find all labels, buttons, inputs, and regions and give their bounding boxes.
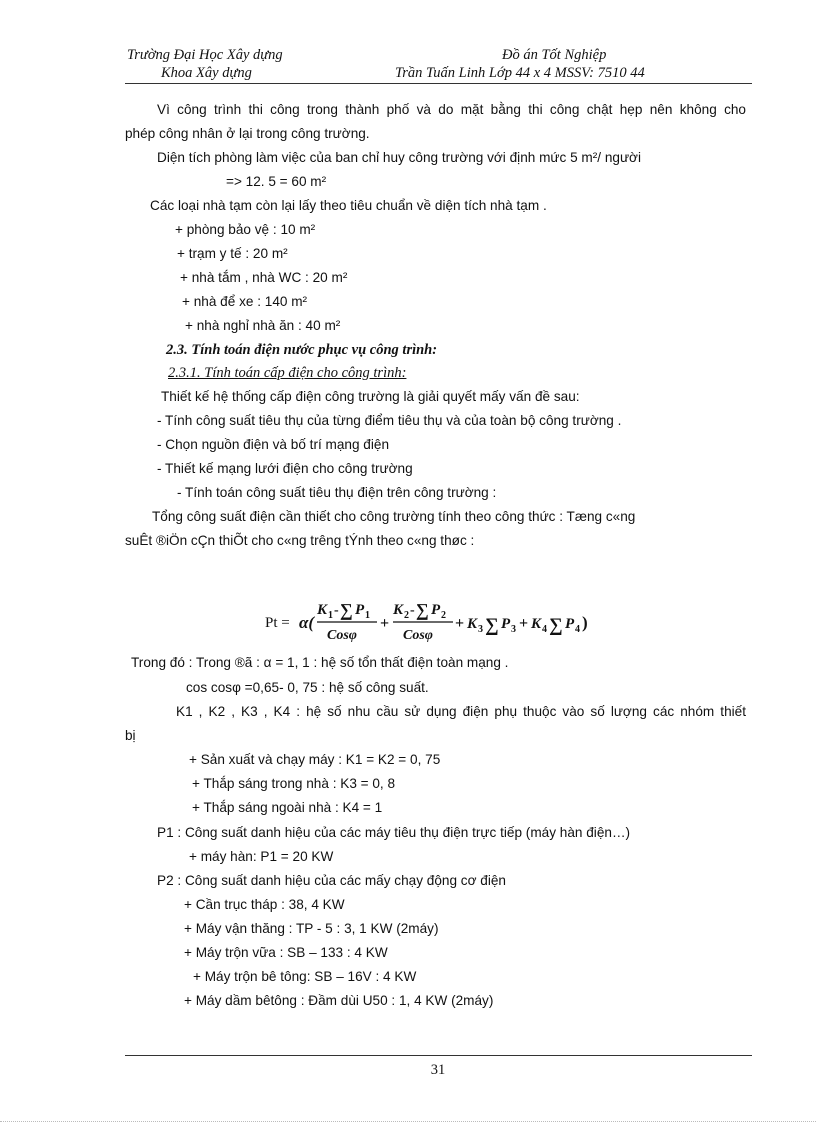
list-item: + Máy trộn bê tông: SB – 16V : 4 KW <box>193 969 417 984</box>
formula-p3: P <box>501 616 511 632</box>
list-item: + máy hàn: P1 = 20 KW <box>189 849 334 864</box>
formula-p4-sub: 4 <box>575 624 580 635</box>
formula-p1-sub: 1 <box>365 610 370 621</box>
list-item: - Chọn nguồn điện và bố trí mạng điện <box>157 437 390 452</box>
formula-cos-2: Cosφ <box>403 628 433 643</box>
total-power-line-1: Tổng công suất điện cần thiết cho công trường tính theo công thức : Tæng c«ng <box>152 509 636 524</box>
formula-k3: K <box>467 616 478 632</box>
formula-plus-3: + <box>519 615 529 632</box>
k-coeff-line-1: K1 , K2 , K3 , K4 : hệ số nhu cầu sử dụng điện phụ thuộc vào số lượng các nhóm thiết <box>176 704 746 719</box>
formula-p2-sub: 2 <box>441 610 446 621</box>
para-2-calc: => 12. 5 = 60 m² <box>226 174 327 189</box>
intro-line: Thiết kế hệ thống cấp điện công trường là giải quyết mấy vấn đề sau: <box>161 389 580 404</box>
formula-k4-sub: 4 <box>542 624 547 635</box>
list-item: + Máy dầm bêtông : Đầm dùi U50 : 1, 4 KW (2máy) <box>184 993 494 1008</box>
para-1-line-2: phép công nhân ở lại trong công trường. <box>125 126 370 141</box>
formula-plus-2: + <box>455 615 465 632</box>
formula-sum-2: ∑ <box>416 600 429 620</box>
list-item: + trạm y tế : 20 m² <box>177 246 288 261</box>
list-item: + phòng bảo vệ : 10 m² <box>175 222 316 237</box>
formula-p1: P <box>355 602 365 618</box>
formula-k3-sub: 3 <box>478 624 483 635</box>
formula-k2: K <box>393 602 404 618</box>
p1-definition: P1 : Công suất danh hiệu của các máy tiêu thụ điện trực tiếp (máy hàn điện…) <box>157 825 631 840</box>
formula-close: ) <box>582 613 588 632</box>
formula-sum-3: ∑ <box>485 615 499 636</box>
header-school: Trường Đại Học Xây dựng <box>127 47 283 63</box>
list-item: + Cần trục tháp : 38, 4 KW <box>184 897 345 912</box>
list-item: + Thắp sáng trong nhà : K3 = 0, 8 <box>192 776 396 791</box>
heading-2-3-1: 2.3.1. Tính toán cấp điện cho công trình: <box>168 365 407 381</box>
formula-p2: P <box>431 602 441 618</box>
header-student: Trần Tuấn Linh Lớp 44 x 4 MSSV: 7510 44 <box>395 65 645 81</box>
k-coeff-line-2: bị <box>125 728 136 743</box>
list-item: - Tính toán công suất tiêu thụ điện trên công trường : <box>177 485 497 500</box>
list-item: + Máy vận thăng : TP - 5 : 3, 1 KW (2máy) <box>184 921 439 936</box>
para-3: Các loại nhà tạm còn lại lấy theo tiêu chuẩn về diện tích nhà tạm . <box>150 198 547 213</box>
where-line: Trong đó : Trong ®ã : α = 1, 1 : hệ số tổn thất điện toàn mạng . <box>131 655 509 670</box>
formula-k4: K <box>531 616 542 632</box>
total-power-line-2: suÊt ®iÖn cÇn thiÕt cho c«ng trêng tÝnh theo c«ng thøc : <box>125 533 475 548</box>
list-item: + nhà để xe : 140 m² <box>182 294 308 309</box>
para-1-line-1: Vì công trình thi công trong thành phố và do mặt bằng thi công chật hẹp nên không cho <box>157 102 746 117</box>
formula-p3-sub: 3 <box>511 624 516 635</box>
formula-dash-1: - <box>334 603 339 618</box>
power-formula <box>265 594 625 650</box>
formula-sum-4: ∑ <box>549 615 563 636</box>
para-2: Diện tích phòng làm việc của ban chỉ huy công trường với định mức 5 m²/ người <box>157 150 641 165</box>
p2-definition: P2 : Công suất danh hiệu của các mấy chạy động cơ điện <box>157 873 506 888</box>
header-title: Đồ án Tốt Nghiệp <box>502 47 607 63</box>
formula-plus-1: + <box>380 615 390 632</box>
formula-dash-2: - <box>410 603 415 618</box>
footer-rule <box>125 1055 752 1056</box>
formula-p4: P <box>565 616 575 632</box>
header-faculty: Khoa Xây dựng <box>161 65 252 81</box>
formula-k1-sub: 1 <box>328 610 333 621</box>
list-item: - Thiết kế mạng lưới điện cho công trường <box>157 461 413 476</box>
formula-k2-sub: 2 <box>404 610 409 621</box>
list-item: + Thắp sáng ngoài nhà : K4 = 1 <box>192 800 383 815</box>
heading-2-3: 2.3. Tính toán điện nước phục vụ công trình: <box>166 342 438 358</box>
list-item: + nhà tắm , nhà WC : 20 m² <box>180 270 348 285</box>
list-item: + Máy trộn vữa : SB – 133 : 4 KW <box>184 945 388 960</box>
list-item: - Tính công suất tiêu thụ của từng điểm tiêu thụ và của toàn bộ công trường . <box>157 413 622 428</box>
page-edge <box>0 1121 816 1122</box>
formula-cos-1: Cosφ <box>327 628 357 643</box>
formula-alpha: α( <box>299 613 315 632</box>
list-item: + nhà nghỉ nhà ăn : 40 m² <box>185 318 341 333</box>
page-number: 31 <box>430 1062 446 1078</box>
formula-sum-1: ∑ <box>340 600 353 620</box>
cos-line: cos cosφ =0,65- 0, 75 : hệ số công suất. <box>186 680 429 695</box>
list-item: + Sản xuất và chạy máy : K1 = K2 = 0, 75 <box>189 752 441 767</box>
header-rule <box>125 83 752 84</box>
formula-k1: K <box>317 602 328 618</box>
formula-lhs: Pt = <box>265 615 290 631</box>
